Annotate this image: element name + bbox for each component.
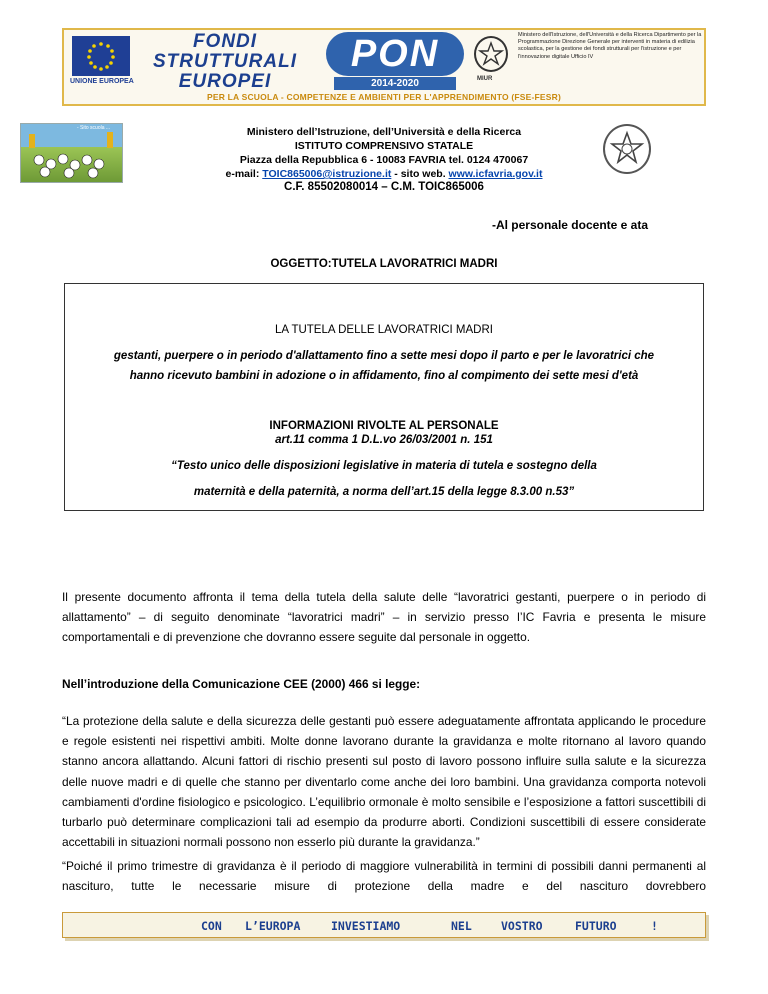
fondi-strutturali-logo: FONDI STRUTTURALI EUROPEI <box>153 31 297 92</box>
republic-emblem-icon <box>474 36 508 72</box>
info-title: INFORMAZIONI RIVOLTE AL PERSONALE <box>269 420 499 432</box>
banner-tagline: PER LA SCUOLA - COMPETENZE E AMBIENTI PER L'APPRENDIMENTO (FSE-FESR) <box>206 92 562 102</box>
footer-word: VOSTRO <box>501 919 543 933</box>
pon-years: 2014-2020 <box>334 77 456 90</box>
fiscal-codes: C.F. 85502080014 – C.M. TOIC865006 <box>284 181 484 193</box>
school-name: ISTITUTO COMPRENSIVO STATALE <box>294 140 474 152</box>
box-title: LA TUTELA DELLE LAVORATRICI MADRI <box>275 324 493 336</box>
footer-word: NEL <box>451 919 472 933</box>
ministry-name: Ministero dell’Istruzione, dell’Università e della Ricerca <box>246 126 522 138</box>
intro-paragraph: Il presente documento affronta il tema della tutela della salute delle “lavoratrici gestanti, puerpere o in periodo di allattamento” – di seguito denominate “lavoratrici madri” – in servizio presso l’IC Favria e presenta le misure comportamentali e di prevenzione che dovranno essere seguite dal personale in oggetto. <box>62 590 706 645</box>
quote-line-1: “Testo unico delle disposizioni legislative in materia di tutela e sostegno della <box>171 460 597 472</box>
box-subtitle-line-1: gestanti, puerpere o in periodo d'allattamento fino a sette mesi dopo il parto e per le lavoratrici che <box>113 350 655 362</box>
website-link[interactable]: www.icfavria.gov.it <box>448 168 543 180</box>
contact-line <box>0 167 768 181</box>
section-heading: Nell’introduzione della Comunicazione CEE (2000) 466 si legge: <box>62 677 421 691</box>
email-label: e-mail: <box>225 168 263 180</box>
footer-word: CON <box>201 919 222 933</box>
ministry-department-text: Ministero dell'Istruzione, dell'Università e della Ricerca Dipartimento per la Programmazione Direzione Generale per interventi in materia di edilizia scolastica, per la gestione dei fondi strutturali per l'istruzione e per l'innovazione digitale Ufficio IV <box>518 32 702 60</box>
school-logo-caption: - Sito scuola ... <box>77 125 111 131</box>
web-label: - sito web. <box>391 168 449 180</box>
eu-flag-icon <box>72 36 130 76</box>
footer-slogan <box>62 912 706 938</box>
footer-word: ! <box>651 919 658 933</box>
eu-label: UNIONE EUROPEA <box>70 78 134 85</box>
miur-label: MIUR <box>477 76 493 82</box>
quote-paragraph: “La protezione della salute e della sicurezza delle gestanti può essere adeguatamente affrontata applicando le procedure e regole esistenti nei rispettivi ambiti. Molte donne lavorano durante la gravidanza e molte ritornano al lavoro quando stanno ancora allattando. Alcuni fattori di rischio presenti sul posto di lavoro possono influire sulla salute e la sicurezza delle nuove madri e di quelle che stanno per diventarlo come anche dei loro bambini. Una gravidanza comporta notevoli cambiamenti d'ordine fisiologico e psicologico. L’equilibrio ormonale è molto sensibile e l’esposizione a fattori suscettibili di turbarlo può determinare complicazioni tali ad esempio da produrre aborti. Condizioni suscettibili di essere considerate accettabili in situazioni normali possono non esserlo più durante la gravidanza.” <box>62 714 706 850</box>
school-address: Piazza della Repubblica 6 - 10083 FAVRIA tel. 0124 470067 <box>239 154 529 166</box>
recipients: -Al personale docente e ata <box>491 218 648 232</box>
pon-logo: PON <box>326 32 464 76</box>
footer-word: L’EUROPA <box>245 919 301 933</box>
email-link[interactable]: TOIC865006@istruzione.it <box>262 168 392 180</box>
footer-word: INVESTIAMO <box>331 919 401 933</box>
footer-word: FUTURO <box>575 919 617 933</box>
info-box <box>64 283 704 511</box>
box-subtitle-line-2: hanno ricevuto bambini in adozione o in affidamento, fino al compimento dei sette mesi d'età <box>129 370 639 382</box>
subject-line: OGGETTO:TUTELA LAVORATRICI MADRI <box>270 258 498 270</box>
quote-line-2: maternità e della paternità, a norma dell’art.15 della legge 8.3.00 n.53” <box>193 486 575 498</box>
law-reference: art.11 comma 1 D.L.vo 26/03/2001 n. 151 <box>275 434 493 446</box>
last-paragraph: “Poiché il primo trimestre di gravidanza è il periodo di maggiore vulnerabilità in termini di possibili danni permanenti al nascituro, tutte le necessarie misure di protezione della madre e del nascituro dovrebbero <box>62 859 706 894</box>
pon-banner <box>62 28 706 106</box>
